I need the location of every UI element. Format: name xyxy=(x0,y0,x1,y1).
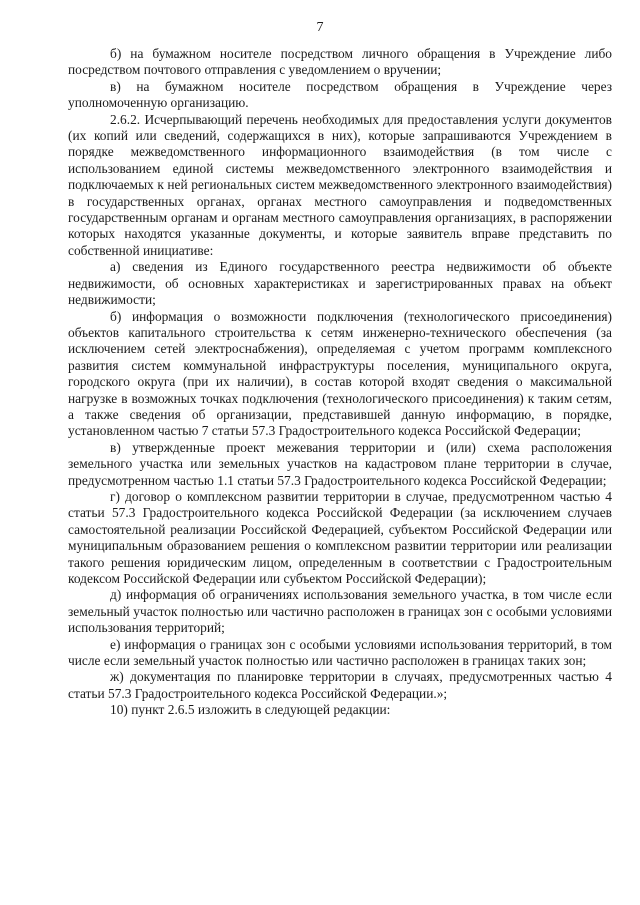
paragraph-item-d: д) информация об ограничениях использования земельного участка, в том числе если земельный участок полностью или частично расположен в границах зон с особыми условиями использования территорий; xyxy=(68,587,612,636)
paragraph-item-b: б) информация о возможности подключения (технологического присоединения) объектов капитального строительства к сетям инженерно-технического обеспечения (за исключением сетей электроснабжения), определяемая с учетом программ комплексного развития систем коммунальной инфраструктуры поселения, муниципального округа, городского округа (при их наличии), в состав которой входят сведения о максимальной нагрузке в возможных точках подключения (технологического присоединения) к таким сетям, а также сведения об организации, представившей данную информацию, в порядке, установленном частью 7 статьи 57.3 Градостроительного кодекса Российской Федерации; xyxy=(68,308,612,439)
paragraph-item-zh: ж) документация по планировке территории в случаях, предусмотренных частью 4 статьи 57.3 Градостроительного кодекса Российской Федерации.»; xyxy=(68,669,612,701)
paragraph-item-v: в) утвержденные проект межевания территории и (или) схема расположения земельного участка или земельных участков на кадастровом плане территории в случае, предусмотренном частью 1.1 статьи 57.3 Градостроительного кодекса Российской Федерации; xyxy=(68,439,612,488)
paragraph-item-g: г) договор о комплексном развитии территории в случае, предусмотренном частью 4 статьи 57.3 Градостроительного кодекса Российской Федерации (за исключением случаев самостоятельной реализации Российской Федерацией, субъектом Российской Федерации или муниципальным образованием решения о комплексном развитии территории или реализации такого решения юридическим лицом, определенным в соответствии с Градостроительным кодексом Российской Федерации или субъектом Российской Федерации); xyxy=(68,488,612,586)
paragraph-delivery-via-organization: в) на бумажном носителе посредством обращения в Учреждение через уполномоченную организацию. xyxy=(68,78,612,111)
paragraph-delivery-in-person: б) на бумажном носителе посредством личного обращения в Учреждение либо посредством почтового отправления с уведомлением о вручении; xyxy=(68,46,612,78)
document-body xyxy=(68,46,612,719)
paragraph-2-6-2: 2.6.2. Исчерпывающий перечень необходимых для предоставления услуги документов (их копий или сведений, содержащихся в них), которые запрашиваются Учреждением в порядке межведомственного информационного взаимодействия (в том числе с использованием единой системы межведомственного электронного взаимодействия и подключаемых к ней региональных систем межведомственного электронного взаимодействия) в государственных органах, органах местного самоуправления и подведомственных государственным органам и органам местного самоуправления организациях, в распоряжении которых находятся указанные документы, и которые заявитель вправе представить по собственной инициативе: xyxy=(68,111,612,258)
paragraph-item-a: а) сведения из Единого государственного реестра недвижимости об объекте недвижимости, об основных характеристиках и зарегистрированных правах на объект недвижимости; xyxy=(68,259,612,308)
page-number: 7 xyxy=(316,20,324,35)
paragraph-item-e: е) информация о границах зон с особыми условиями использования территорий, в том числе если земельный участок полностью или частично расположен в границах таких зон; xyxy=(68,636,612,669)
paragraph-item-10: 10) пункт 2.6.5 изложить в следующей редакции: xyxy=(110,702,391,718)
